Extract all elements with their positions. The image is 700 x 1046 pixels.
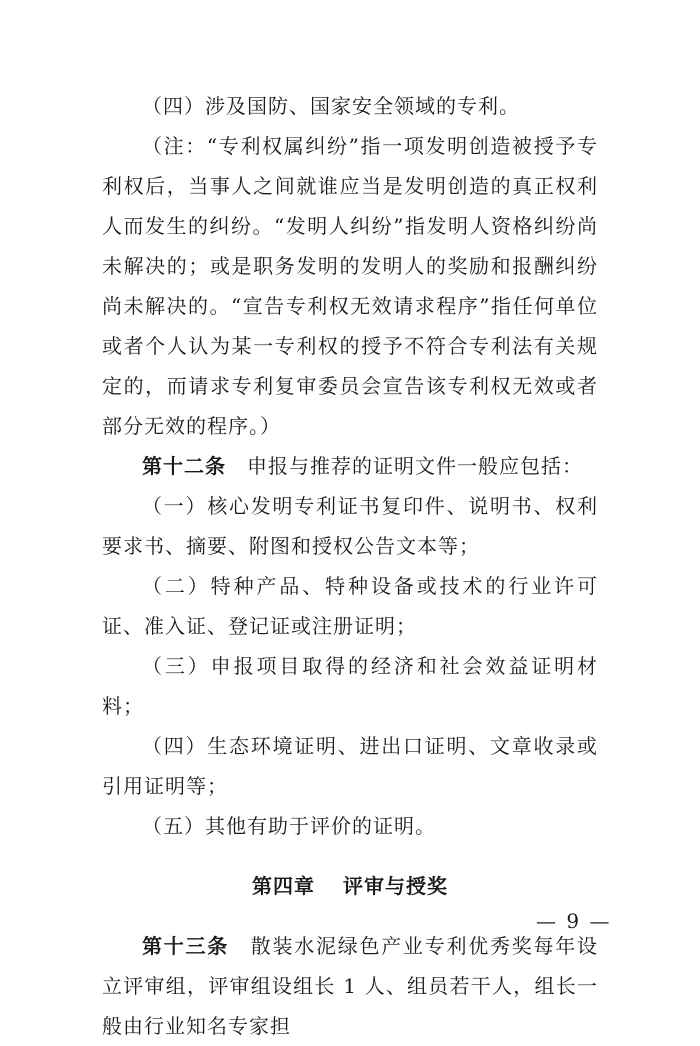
article-12-text: 申报与推荐的证明文件一般应包括： — [247, 454, 583, 478]
list-item-5: （五）其他有助于评价的证明。 — [142, 814, 436, 838]
article-12 — [102, 446, 598, 486]
chapter-heading — [102, 866, 598, 906]
list-item-2: （二）特种产品、特种设备或技术的行业许可证、准入证、登记证或注册证明； — [102, 574, 598, 638]
article-13-text: 散装水泥绿色产业专利优秀奖每年设立评审组，评审组设组长 1 人、组员若干人，组长一般由行业知名专家担 — [102, 934, 598, 1038]
chapter-number: 第四章 — [252, 874, 315, 898]
article-13-number: 第十三条 — [142, 934, 229, 958]
page-number: — 9 — — [536, 909, 612, 933]
article-12-number: 第十二条 — [142, 454, 226, 478]
list-item-1: （一）核心发明专利证书复印件、说明书、权利要求书、摘要、附图和授权公告文本等； — [102, 494, 598, 558]
article-12-gap — [226, 454, 247, 478]
article-13 — [102, 926, 598, 1046]
list-item-3: （三）申报项目取得的经济和社会效益证明材料； — [102, 654, 598, 718]
document-body — [102, 86, 598, 1046]
paragraph-note: （注：“专利权属纠纷”指一项发明创造被授予专利权后，当事人之间就谁应当是发明创造的真正权利人而发生的纠纷。“发明人纠纷”指发明人资格纠纷尚未解决的；或是职务发明的发明人的奖励和报酬纠纷尚未解决的。“宣告专利权无效请求程序”指任何单位或者个人认为某一专利权的授予不符合专利法有关规定的，而请求专利复审委员会宣告该专利权无效或者部分无效的程序。） — [102, 134, 598, 438]
chapter-title: 评审与授奖 — [343, 874, 448, 898]
paragraph-item-4-defense: （四）涉及国防、国家安全领域的专利。 — [142, 94, 520, 118]
list-item-4: （四）生态环境证明、进出口证明、文章收录或引用证明等； — [102, 734, 598, 798]
article-13-gap — [229, 934, 251, 958]
